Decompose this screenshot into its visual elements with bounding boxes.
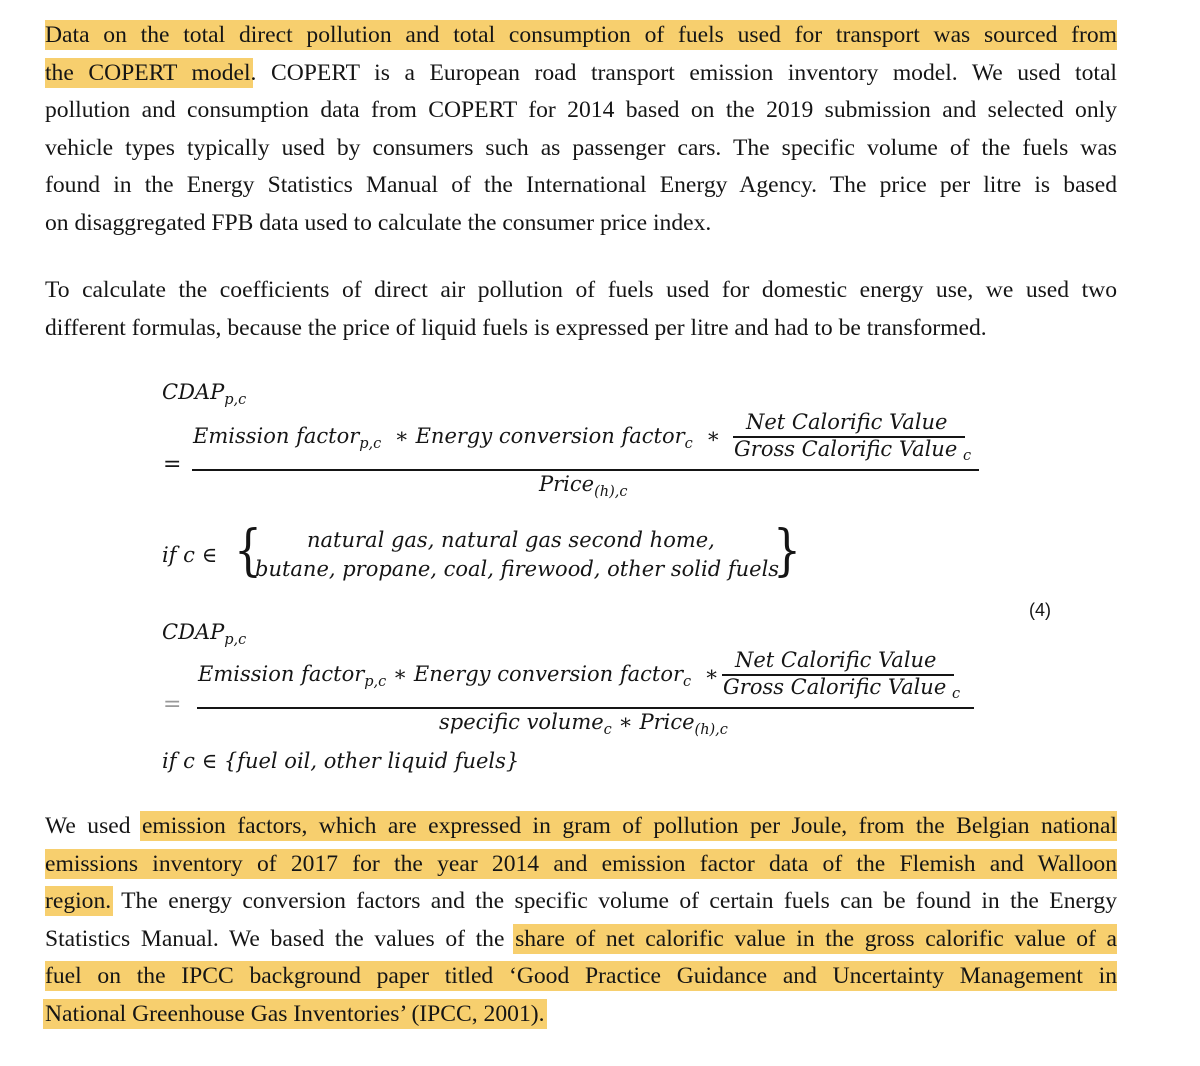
text-span: . COPERT is a European road transport emission inventory model. We used total (250, 59, 1117, 86)
condition-line-2: butane, propane, coal, firewood, other solid fuels (255, 557, 780, 581)
condition: if c ∈ {fuel oil, other liquid fuels} (162, 749, 520, 773)
left-brace-icon: { (234, 519, 262, 583)
main-fraction-bar (197, 707, 974, 709)
text-line (45, 808, 1117, 846)
highlighted-text: National Greenhouse Gas Inventories’ (IPCC, 2001). (45, 1000, 545, 1027)
inner-fraction-denominator: Gross Calorific Value (723, 675, 947, 699)
inner-fraction-numerator: Net Calorific Value (746, 410, 948, 434)
text-line: on disaggregated FPB data used to calculate the consumer price index. (45, 209, 712, 236)
text-line: different formulas, because the price of liquid fuels is expressed per litre and had to be transformed. (45, 314, 987, 341)
highlighted-text: Data on the total direct pollution and total consumption of fuels used for transport was sourced from (45, 22, 1117, 48)
highlighted-text: emission factors, which are expressed in gram of pollution per Joule, from the Belgian national (141, 813, 1117, 839)
condition-line-1: natural gas, natural gas second home, (307, 528, 715, 552)
text-span: We used (45, 813, 142, 839)
highlighted-text: emissions inventory of 2017 for the year 2014 and emission factor data of the Flemish and Walloon (45, 850, 1117, 877)
text-line: found in the Energy Statistics Manual of the International Energy Agency. The price per litre is based (45, 172, 1117, 199)
text-line (45, 846, 1117, 884)
text-line (45, 17, 1117, 55)
inner-fraction-subscript: c (963, 448, 972, 464)
equation-numerator: Emission factor$_{p,c}$ ∗ Energy conversion factor$_c$ ∗ (198, 662, 719, 690)
inner-fraction-numerator: Net Calorific Value (735, 648, 937, 672)
inner-fraction-subscript: c (952, 686, 961, 702)
text-line: vehicle types typically used by consumers such as passenger cars. The specific volume of the fuels was (45, 134, 1117, 161)
highlighted-text: share of net calorific value in the gross calorific value of a (515, 925, 1117, 952)
paragraph-emission-factors (45, 808, 1117, 1034)
condition-prefix: if c ∈ (162, 543, 218, 567)
paragraph-formulas-intro (45, 272, 1117, 347)
equation-number: (4) (1029, 600, 1051, 620)
highlighted-text: the COPERT model (45, 59, 251, 86)
equation-lhs: $CDAP_{p,c}$ (162, 380, 247, 408)
equals-sign: = (163, 692, 182, 717)
text-span: The energy conversion factors and the specific volume of certain fuels can be found in the Energy (111, 888, 1117, 915)
equation-numerator: Emission factor$_{p,c}$ ∗ Energy conversion factor$_c$ ∗ (193, 424, 721, 452)
text-line (45, 996, 1117, 1034)
text-line (45, 958, 1117, 996)
equals-sign: = (163, 452, 182, 477)
equation-lhs: $CDAP_{p,c}$ (162, 620, 247, 648)
right-brace-icon: } (773, 519, 801, 583)
text-line: To calculate the coefficients of direct air pollution of fuels used for domestic energy use, we used two (45, 277, 1117, 303)
text-line: pollution and consumption data from COPERT for 2014 based on the 2019 submission and selected only (45, 97, 1117, 124)
paragraph-copert (45, 17, 1117, 243)
highlighted-text: region. (45, 888, 112, 915)
inner-fraction-denominator: Gross Calorific Value (734, 437, 958, 461)
text-span: Statistics Manual. We based the values of the (45, 925, 516, 952)
equation-denominator: Price$_{(h),c}$ (539, 472, 628, 500)
equation-denominator: specific volume$_c$ ∗ Price$_{(h),c}$ (439, 710, 728, 738)
highlighted-text: fuel on the IPCC background paper titled ‘Good Practice Guidance and Uncertainty Management in (45, 963, 1117, 990)
text-line (45, 55, 1117, 93)
main-fraction-bar (192, 469, 979, 471)
text-line (45, 921, 1117, 959)
text-line (45, 883, 1117, 921)
